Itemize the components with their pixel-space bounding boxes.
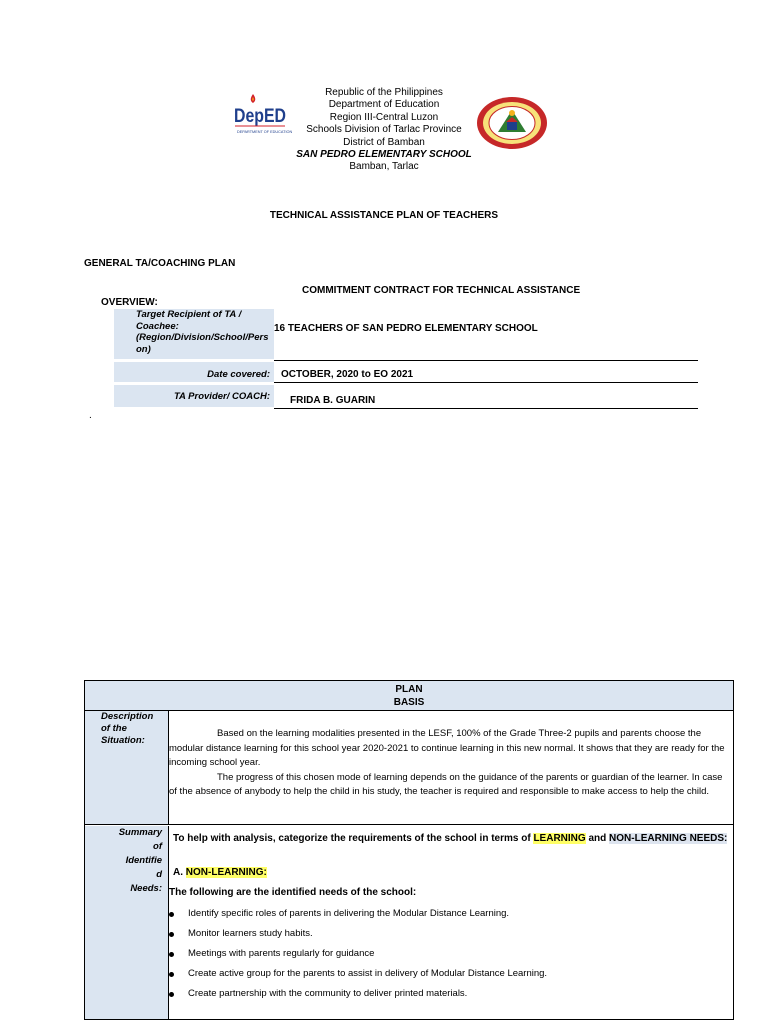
bullet-icon	[169, 932, 174, 937]
summary-row	[85, 826, 733, 1019]
description-paragraph: The progress of this chosen mode of learning depends on the guidance of the parents or guardian of the learner. In case of the absence of anybody to help the child in his study, the teacher is required and responsible to make access to help the child.	[169, 771, 723, 797]
ta-provider-value: FRIDA B. GUARIN	[290, 395, 376, 406]
summary-label-line: d	[156, 869, 162, 880]
ta-provider-label: TA Provider/ COACH:	[173, 391, 270, 402]
needs-heading: The following are the identified needs of the school:	[169, 887, 417, 898]
description-label: Description of the Situation:	[85, 711, 169, 824]
list-item	[169, 908, 725, 928]
list-item	[169, 948, 725, 968]
summary-label-line: Needs:	[130, 883, 162, 894]
date-covered-value: OCTOBER, 2020 to EO 2021	[281, 369, 414, 380]
summary-label-line: Summary	[118, 827, 162, 838]
overview-label-cell	[114, 385, 274, 407]
plan-table	[84, 680, 734, 1020]
section-a-prefix: A.	[173, 867, 186, 878]
bullet-icon	[169, 992, 174, 997]
letterhead-line: Republic of the Philippines	[325, 87, 443, 98]
divider	[274, 360, 698, 361]
date-covered-label: Date covered:	[207, 369, 270, 380]
need-text: Monitor learners study habits.	[188, 928, 313, 939]
list-item	[169, 988, 725, 1008]
commitment-heading: COMMITMENT CONTRACT FOR TECHNICAL ASSISTANCE	[302, 285, 581, 296]
learning-highlight: LEARNING	[533, 833, 586, 844]
section-a-highlight: NON-LEARNING:	[185, 867, 267, 878]
summary-label	[85, 826, 169, 1019]
plan-heading: PLAN	[395, 684, 423, 695]
letterhead-line: Department of Education	[328, 99, 440, 111]
stray-mark: .	[89, 410, 92, 421]
divider	[274, 382, 698, 383]
description-row	[85, 711, 733, 825]
letterhead-line: Region III-Central Luzon	[329, 111, 439, 123]
summary-and-text: and	[585, 833, 610, 844]
list-item	[169, 968, 725, 988]
description-paragraph: Based on the learning modalities presented in the LESF, 100% of the Grade Three-2 pupils and parents choose the modular distance learning for this school year 2020-2021 to continue learning in this new normal. It shows that they are ready for the incoming school year.	[169, 728, 725, 768]
letterhead-line: District of Bamban	[343, 136, 425, 148]
target-recipient-label: Target Recipient of TA / Coachee: (Region/Division/School/Pers on)	[136, 309, 269, 355]
non-learning-needs-highlight: NON-LEARNING NEEDS:	[609, 833, 728, 844]
need-text: Identify specific roles of parents in delivering the Modular Distance Learning.	[188, 908, 510, 919]
need-text: Create partnership with the community to deliver printed materials.	[188, 988, 468, 999]
need-text: Create active group for the parents to assist in delivery of Modular Distance Learning.	[188, 968, 548, 979]
needs-list	[169, 908, 725, 1008]
bullet-icon	[169, 952, 174, 957]
description-text	[169, 727, 731, 800]
summary-label-line: Identifie	[125, 855, 162, 866]
school-location: Bamban, Tarlac	[349, 161, 419, 173]
summary-intro	[173, 832, 729, 846]
overview-label-cell	[114, 309, 274, 359]
summary-intro-text: To help with analysis, categorize the requirements of the school in terms of	[173, 833, 534, 844]
document-title: TECHNICAL ASSISTANCE PLAN OF TEACHERS	[269, 210, 499, 221]
bullet-icon	[169, 972, 174, 977]
svg-text:DepED: DepED	[234, 106, 286, 127]
general-plan-heading: GENERAL TA/COACHING PLAN	[84, 258, 236, 269]
overview-heading: OVERVIEW:	[101, 297, 158, 308]
target-recipient-value: 16 TEACHERS OF SAN PEDRO ELEMENTARY SCHOOL	[274, 323, 538, 334]
school-name: SAN PEDRO ELEMENTARY SCHOOL	[296, 149, 472, 161]
overview-label-cell	[114, 362, 274, 382]
letterhead	[0, 87, 768, 174]
list-item	[169, 928, 725, 948]
basis-heading: BASIS	[393, 697, 425, 708]
letterhead-line: Schools Division of Tarlac Province	[306, 124, 462, 136]
section-a-heading	[173, 867, 267, 878]
bullet-icon	[169, 912, 174, 917]
summary-label-line: of	[153, 841, 162, 852]
plan-table-header	[85, 681, 733, 711]
svg-text:DEPARTMENT OF EDUCATION: DEPARTMENT OF EDUCATION	[237, 130, 293, 134]
need-text: Meetings with parents regularly for guidance	[188, 948, 375, 959]
divider	[274, 408, 698, 409]
